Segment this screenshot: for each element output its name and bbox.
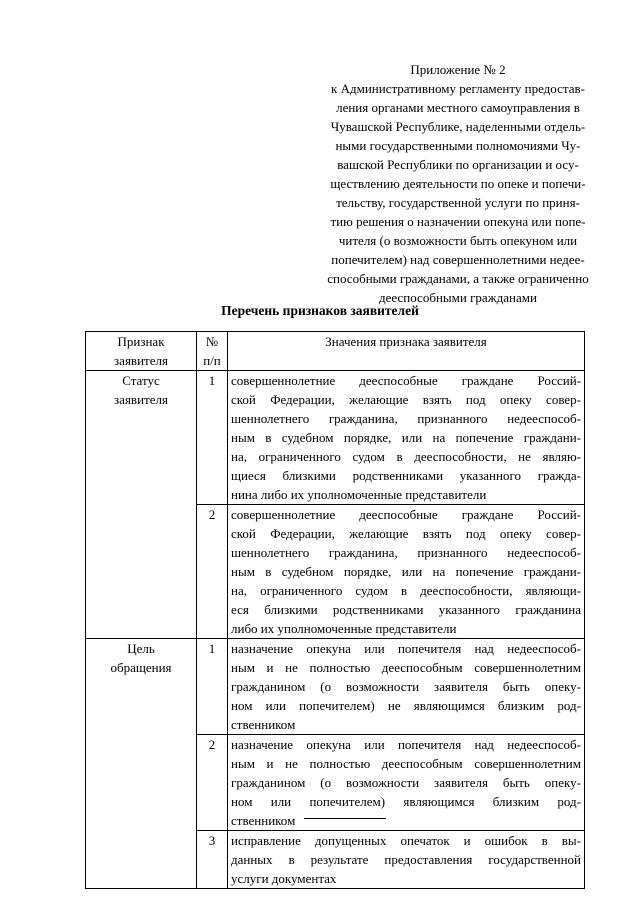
value-line: на, ограниченного судом в дееспособности, не являю- <box>231 449 581 464</box>
value-line: нина либо их уполномоченные представители <box>231 487 487 502</box>
num-cell: 2 <box>197 505 228 639</box>
header-sign-line: заявителя <box>114 353 168 368</box>
value-line: услуги документах <box>231 871 337 886</box>
value-line: ном или попечителем) не являющимся близким род- <box>231 698 581 713</box>
appendix-line: тельству, государственной услуги по приня- <box>336 195 580 210</box>
value-line: назначение опекуна или попечителя над недееспособ- <box>231 737 581 752</box>
value-line: ным и не полностью дееспособным совершеннолетним <box>231 756 581 771</box>
value-cell <box>228 735 585 831</box>
value-line: совершеннолетние дееспособные граждане Россий- <box>231 373 581 388</box>
num-cell: 1 <box>197 371 228 505</box>
value-line: совершеннолетние дееспособные граждане Россий- <box>231 507 581 522</box>
appendix-line: к Административному регламенту предостав- <box>331 81 585 96</box>
value-line: ном или попечителем) являющимся близким род- <box>231 794 581 809</box>
value-line: данных в результате предоставления государственной <box>231 852 581 867</box>
sign-line: обращения <box>110 660 172 675</box>
header-sign-cell <box>86 332 197 371</box>
appendix-line: дееспособными гражданами <box>379 290 537 305</box>
sign-line: Цель <box>127 641 155 656</box>
appendix-line: ными государственными полномочиями Чу- <box>335 138 581 153</box>
value-cell <box>228 639 585 735</box>
sign-cell <box>86 639 197 889</box>
appendix-line: вашской Республики по организации и осу- <box>337 157 579 172</box>
appendix-line: тию решения о назначении опекуна или попе- <box>330 214 586 229</box>
appendix-line: ления органами местного самоуправления в <box>336 100 580 115</box>
table-row <box>86 371 585 505</box>
sign-line: Статус <box>122 373 160 388</box>
header-num-line: № <box>205 334 219 349</box>
appendix-line: Приложение № 2 <box>410 62 506 77</box>
num-cell: 3 <box>197 831 228 889</box>
page-title: Перечень признаков заявителей <box>221 303 419 318</box>
appendix-header <box>308 60 608 307</box>
applicant-signs-table <box>85 331 585 889</box>
footer-divider <box>304 818 386 819</box>
sign-cell <box>86 371 197 639</box>
num-cell: 2 <box>197 735 228 831</box>
value-line: ным и не полностью дееспособным совершеннолетним <box>231 660 581 675</box>
value-line: либо их уполномоченные представители <box>231 621 457 636</box>
value-line: ской Федерации, желающие взять под опеку совер- <box>231 392 581 407</box>
value-cell <box>228 505 585 639</box>
value-line: гражданином (о возможности заявителя быть опеку- <box>231 775 581 790</box>
value-line: ской Федерации, желающие взять под опеку совер- <box>231 526 581 541</box>
value-cell <box>228 831 585 889</box>
value-line: ным в судебном порядке, или на попечение граждани- <box>231 430 581 445</box>
value-cell <box>228 371 585 505</box>
header-num-line: п/п <box>203 353 221 368</box>
value-line: ственником <box>231 717 296 732</box>
header-value-cell: Значения признака заявителя <box>228 332 585 371</box>
num-cell: 1 <box>197 639 228 735</box>
value-line: шеннолетнего гражданина, признанного недееспособ- <box>231 411 581 426</box>
value-line: еся близкими родственниками указанного гражданина <box>231 602 581 617</box>
value-line: гражданином (о возможности заявителя быть опеку- <box>231 679 581 694</box>
value-line: исправление допущенных опечаток и ошибок в вы- <box>231 833 581 848</box>
header-num-cell <box>197 332 228 371</box>
sign-line: заявителя <box>114 392 168 407</box>
header-sign-line: Признак <box>117 334 165 349</box>
value-line: ным в судебном порядке, или на попечение граждани- <box>231 564 581 579</box>
value-line: шеннолетнего гражданина, признанного недееспособ- <box>231 545 581 560</box>
appendix-line: способными гражданами, а также ограниченно <box>327 271 589 286</box>
value-line: назначение опекуна или попечителя над недееспособ- <box>231 641 581 656</box>
value-line: щиеся близкими родственниками указанного гражда- <box>231 468 581 483</box>
appendix-line: чителя (о возможности быть опекуном или <box>338 233 578 248</box>
table-row <box>86 639 585 735</box>
appendix-line: ществлению деятельности по опеке и попечи- <box>330 176 586 191</box>
appendix-line: Чувашской Республике, наделенными отдель- <box>330 119 586 134</box>
value-line: на, ограниченного судом в дееспособности, являющи- <box>231 583 581 598</box>
table-header-row <box>86 332 585 371</box>
value-line: ственником <box>231 813 296 828</box>
appendix-line: попечителем) над совершеннолетними недее- <box>331 252 585 267</box>
